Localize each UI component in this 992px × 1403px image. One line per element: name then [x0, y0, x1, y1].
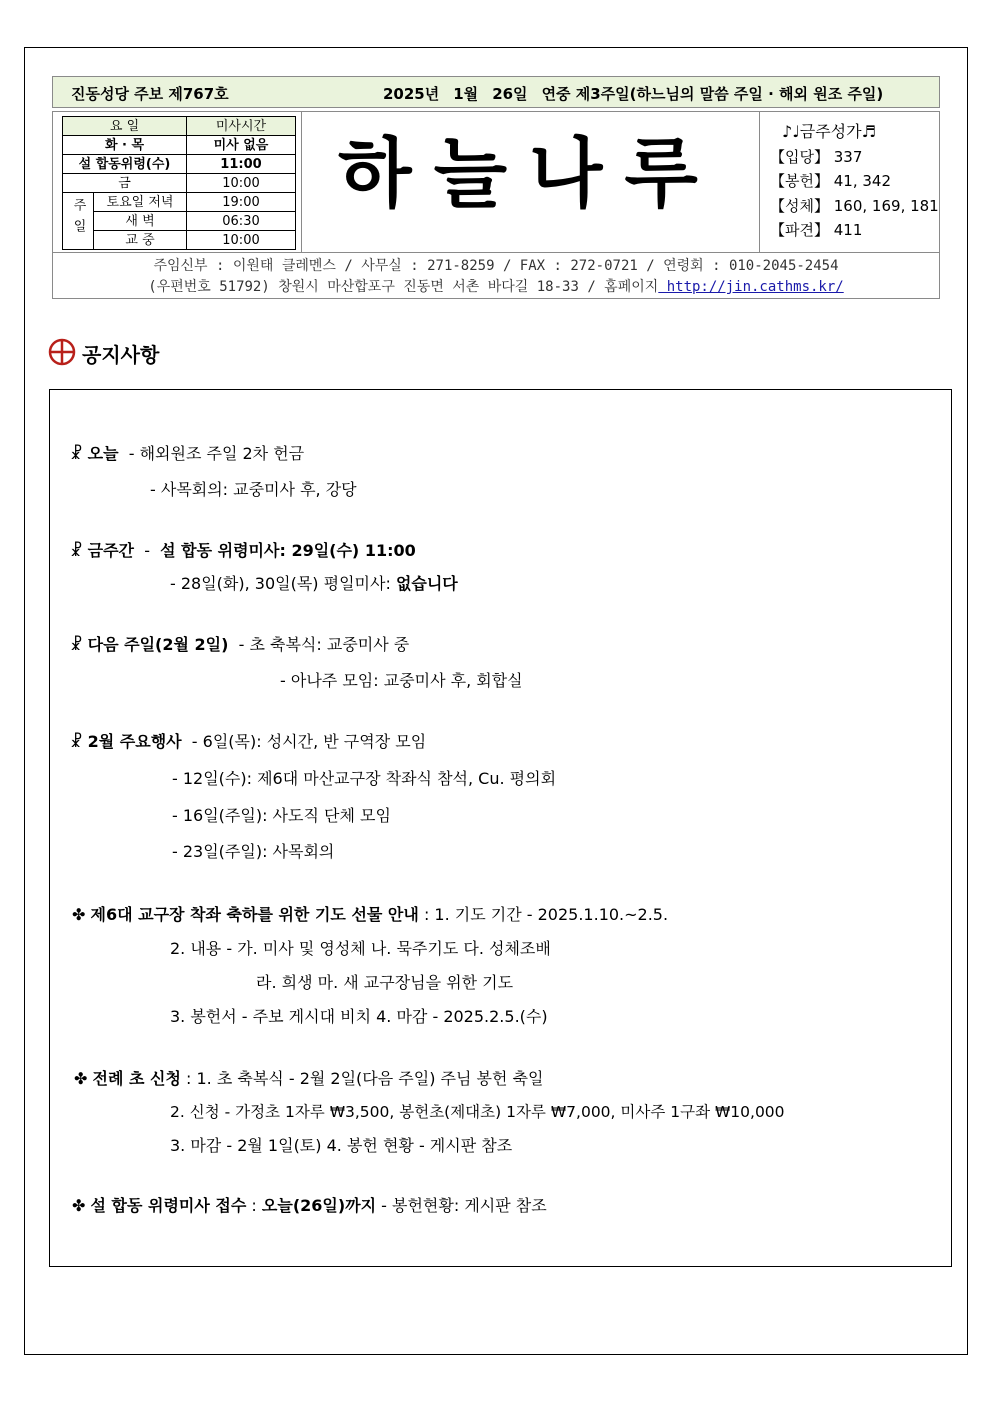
hymn-label: 【입당】: [770, 147, 829, 166]
notice-text: : 1. 초 축복식 - 2월 2일(다음 주일) 주님 봉헌 축일: [186, 1069, 544, 1088]
mass-time: 10:00: [187, 231, 296, 250]
parish-address: [53, 277, 939, 298]
sunday-label: [63, 193, 94, 250]
notice-emphasis: 없습니다: [395, 574, 458, 593]
hymn-number: 41, 342: [833, 172, 892, 190]
cross-circle-icon: [48, 338, 76, 366]
table-row: [63, 193, 296, 212]
notice-text: 3. 봉헌서 - 주보 게시대 비치 4. 마감 - 2025.2.5.(수): [170, 1007, 548, 1026]
date-month: 1월: [453, 85, 479, 103]
notice-label: 다음 주일(2월 2일): [87, 635, 229, 654]
table-row: [63, 212, 296, 231]
parish-contact: 주임신부 : 이원태 클레멘스 / 사무실 : 271-8259 / FAX : 272-0721 / 연령회 : 010-2045-2454: [153, 258, 839, 274]
table-header-row: [63, 117, 296, 136]
table-row: [63, 231, 296, 250]
hymn-label: 【성체】: [770, 196, 829, 215]
notice-text: - 16일(주일): 사도직 단체 모임: [172, 806, 391, 825]
notice-text: 라. 희생 마. 새 교구장님을 위한 기도: [256, 973, 514, 992]
flower-bullet-icon: ✤: [72, 905, 86, 924]
date-day: 26일: [492, 85, 528, 103]
list-item: [770, 169, 939, 194]
notice-text: - 해외원조 주일 2차 헌금: [128, 444, 305, 463]
date-year: 2025년: [383, 85, 440, 103]
homepage-link[interactable]: http://jin.cathms.kr/: [658, 279, 844, 295]
col-time-header: 미사시간: [187, 117, 296, 136]
table-row: [63, 155, 296, 174]
notice-label: 오늘: [87, 444, 119, 463]
liturgical-day: 연중 제3주일(하느님의 말씀 주일 · 해외 원조 주일): [541, 85, 884, 103]
list-item: [770, 194, 939, 219]
mass-time: 06:30: [187, 212, 296, 231]
notice-label: 2월 주요행사: [87, 732, 182, 751]
notice-text: - 23일(주일): 사목회의: [172, 842, 335, 861]
masthead-divider: [759, 112, 760, 252]
sunday-label-text: 주일: [70, 198, 86, 240]
notice-label: 제6대 교구장 착좌 축하를 위한 기도 선물 안내: [90, 905, 419, 924]
notice-line: [170, 571, 458, 594]
hymn-heading: ♪♩금주성가♬: [782, 122, 876, 141]
notice-next-sunday: [70, 632, 409, 655]
notice-text: 2. 신청 - 가정초 1자루 ₩3,500, 봉헌초(제대초) 1자루 ₩7,000, 미사주 1구좌 ₩10,000: [170, 1103, 785, 1121]
notice-text: - 봉헌현황: 게시판 참조: [376, 1196, 547, 1215]
bulletin-title: 하늘나루: [338, 129, 720, 218]
mass-day: 교 중: [94, 231, 187, 250]
chi-rho-icon: ☧: [70, 732, 83, 751]
list-item: [770, 218, 939, 243]
notice-candle: [74, 1066, 543, 1089]
mass-day: 화 · 목: [63, 136, 187, 155]
mass-time: 미사 없음: [187, 136, 296, 155]
chi-rho-icon: ☧: [70, 444, 83, 463]
notice-text: - 초 축복식: 교중미사 중: [238, 635, 410, 654]
bulletin-number: 진동성당 주보 제767호: [71, 85, 229, 103]
notice-emphasis: 오늘(26일)까지: [261, 1196, 377, 1215]
list-item: [770, 145, 939, 170]
address-text: (우편번호 51792) 창원시 마산합포구 진동면 서촌 바다길 18-33 / 홈페이지: [148, 279, 659, 295]
mass-day: 토요일 저녁: [94, 193, 187, 212]
parish-info: [52, 253, 940, 299]
table-row: [63, 136, 296, 155]
bulletin-date: [383, 83, 883, 104]
notice-text: - 사목회의: 교중미사 후, 강당: [150, 480, 357, 499]
notice-prayer-gift: [72, 902, 668, 925]
mass-time: 10:00: [187, 174, 296, 193]
notice-february: [70, 729, 426, 752]
notice-text: 3. 마감 - 2월 1일(토) 4. 봉헌 현황 - 게시판 참조: [170, 1136, 513, 1155]
bulletin-header-bar: [52, 76, 940, 108]
flower-bullet-icon: ✤: [74, 1069, 88, 1088]
notice-text: : 1. 기도 기간 - 2025.1.10.~2.5.: [423, 905, 669, 924]
section-title: [48, 338, 159, 368]
notice-label: 설 합동 위령미사 접수: [90, 1196, 247, 1215]
table-row: [63, 174, 296, 193]
notice-sep: :: [251, 1196, 262, 1215]
notice-text: 2. 내용 - 가. 미사 및 영성체 나. 묵주기도 다. 성체조배: [170, 939, 551, 958]
hymn-number: 411: [833, 221, 863, 239]
mass-day: 새 벽: [94, 212, 187, 231]
mass-schedule-table: [62, 116, 296, 250]
col-day-header: 요 일: [63, 117, 187, 136]
notice-label: 전례 초 신청: [92, 1069, 181, 1088]
chi-rho-icon: ☧: [70, 635, 83, 654]
notice-today: [70, 441, 304, 464]
notice-text: - 6일(목): 성시간, 반 구역장 모임: [191, 732, 427, 751]
mass-day: 설 합동위령(수): [63, 155, 187, 174]
flower-bullet-icon: ✤: [72, 1196, 86, 1215]
section-title-text: 공지사항: [82, 343, 160, 367]
hymn-list: [770, 120, 939, 243]
mass-time: 19:00: [187, 193, 296, 212]
hymn-label: 【파견】: [770, 221, 829, 239]
notice-text: - 아나주 모임: 교중미사 후, 회합실: [280, 671, 523, 690]
notice-memorial: [72, 1193, 547, 1216]
notice-week: ☧ 금주간 - 설 합동 위령미사: 29일(수) 11:00: [70, 541, 416, 560]
notice-text: 설 합동 위령미사: 29일(수) 11:00: [160, 541, 416, 560]
notice-text: - 12일(수): 제6대 마산교구장 착좌식 참석, Cu. 평의회: [172, 769, 557, 788]
notice-label: 금주간: [87, 541, 135, 560]
mass-day: 금: [63, 174, 187, 193]
notice-text: - 28일(화), 30일(목) 평일미사:: [170, 574, 396, 593]
hymn-number: 337: [833, 147, 863, 166]
hymn-label: 【봉헌】: [770, 172, 829, 190]
chi-rho-icon: ☧: [70, 541, 83, 560]
mass-time: 11:00: [187, 155, 296, 174]
hymn-number: 160, 169, 181: [833, 196, 939, 215]
